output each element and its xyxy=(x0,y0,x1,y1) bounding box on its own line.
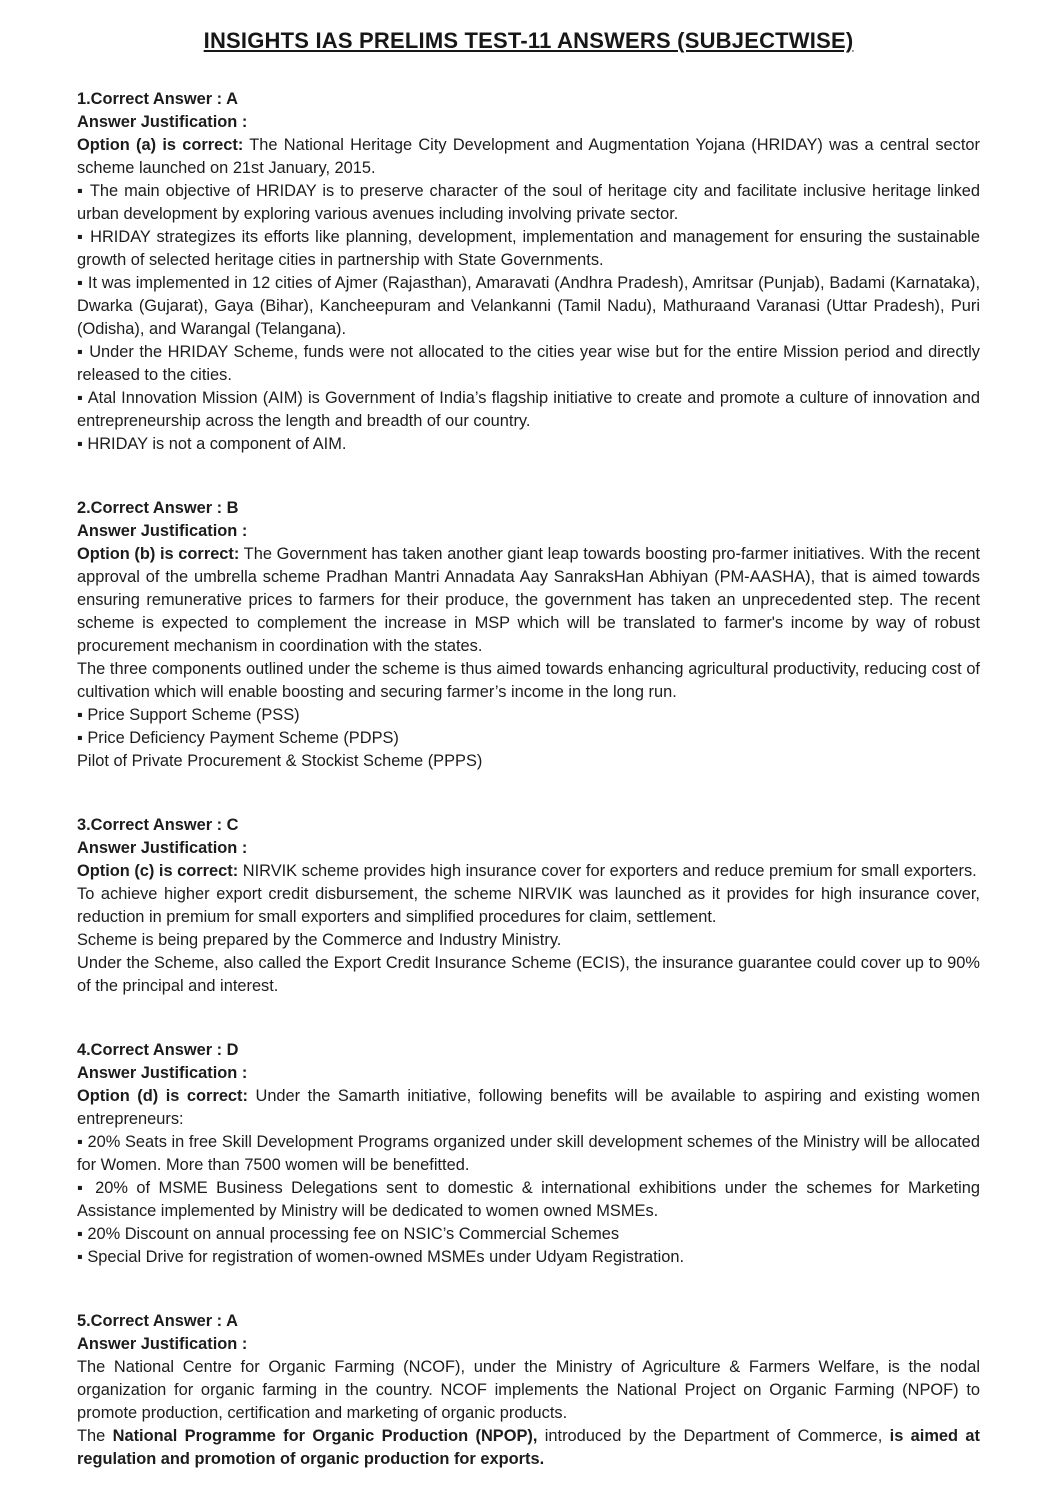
text-run: Option (d) is correct: xyxy=(77,1087,248,1105)
text-run: ▪ 20% Seats in free Skill Development Programs organized under skill development schemes of the Ministry will be allocated for Women. More than 7500 women will be benefitted. xyxy=(77,1133,980,1174)
answer-block xyxy=(77,1039,980,1269)
answer-block xyxy=(77,497,980,773)
text-run: ▪ Price Deficiency Payment Scheme (PDPS) xyxy=(77,729,399,747)
answer-justification-label: Answer Justification : xyxy=(77,1064,248,1082)
paragraph xyxy=(77,929,980,952)
paragraph xyxy=(77,134,980,180)
text-run: ▪ Special Drive for registration of women-owned MSMEs under Udyam Registration. xyxy=(77,1248,685,1266)
text-run: The National Heritage City Development and Augmentation Yojana (HRIDAY) was a central sector scheme launched on 21st January, 2015. xyxy=(77,136,980,177)
answer-heading: 5.Correct Answer : A xyxy=(77,1312,238,1330)
text-run: ▪ 20% Discount on annual processing fee on NSIC’s Commercial Schemes xyxy=(77,1225,620,1243)
text-run: ▪ The main objective of HRIDAY is to preserve character of the soul of heritage city and facilitate inclusive heritage linked urban development by exploring various avenues including involving private sector. xyxy=(77,182,980,223)
text-run: The three components outlined under the scheme is thus aimed towards enhancing agricultural productivity, reducing cost of cultivation which will enable boosting and securing farmer’s income in the long run. xyxy=(77,660,980,701)
text-run: ▪ Under the HRIDAY Scheme, funds were not allocated to the cities year wise but for the entire Mission period and directly released to the cities. xyxy=(77,343,980,384)
answer-heading: 3.Correct Answer : C xyxy=(77,816,239,834)
paragraph xyxy=(77,860,980,883)
text-run: is aimed at regulation and promotion of organic production for exports. xyxy=(77,1427,980,1468)
text-run: Option (b) is correct: xyxy=(77,545,240,563)
text-run: ▪ It was implemented in 12 cities of Ajmer (Rajasthan), Amaravati (Andhra Pradesh), Amritsar (Punjab), Badami (Karnataka), Dwarka (Gujarat), Gaya (Bihar), Kancheepuram and Velankanni (Tamil Nadu), Mathuraand Varanasi (Uttar Pradesh), Puri (Odisha), and Warangal (Telangana). xyxy=(77,274,980,338)
text-run: The Government has taken another giant leap towards boosting pro-farmer initiatives. With the recent approval of the umbrella scheme Pradhan Mantri Annadata Aay SanraksHan Abhiyan (PM-AASHA), that is aimed towards ensuring remunerative prices to farmers for their produce, the government has taken an unprecedented step. The recent scheme is expected to complement the increase in MSP which will be translated to farmer's income by way of robust procurement mechanism in coordination with the states. xyxy=(77,545,980,655)
paragraph xyxy=(77,750,980,773)
paragraph xyxy=(77,883,980,929)
text-run: introduced by the Department of Commerce, xyxy=(537,1427,890,1445)
paragraph xyxy=(77,1085,980,1131)
document-title: INSIGHTS IAS PRELIMS TEST-11 ANSWERS (SUBJECTWISE) xyxy=(203,28,854,53)
paragraph xyxy=(77,1131,980,1177)
text-run: ▪ HRIDAY is not a component of AIM. xyxy=(77,435,347,453)
text-run: ▪ Price Support Scheme (PSS) xyxy=(77,706,300,724)
text-run: NIRVIK scheme provides high insurance cover for exporters and reduce premium for small exporters. xyxy=(238,862,977,880)
paragraph xyxy=(77,704,980,727)
answer-block xyxy=(77,814,980,998)
text-run: National Programme for Organic Production (NPOP), xyxy=(112,1427,538,1445)
paragraph xyxy=(77,1223,980,1246)
paragraph xyxy=(77,658,980,704)
text-run: Under the Scheme, also called the Export Credit Insurance Scheme (ECIS), the insurance guarantee could cover up to 90% of the principal and interest. xyxy=(77,954,980,995)
answer-justification-label: Answer Justification : xyxy=(77,1335,248,1353)
answer-heading: 1.Correct Answer : A xyxy=(77,90,238,108)
paragraph xyxy=(77,387,980,433)
text-run: Option (a) is correct: xyxy=(77,136,244,154)
paragraph xyxy=(77,1177,980,1223)
text-run: Pilot of Private Procurement & Stockist Scheme (PPPS) xyxy=(77,752,483,770)
answer-block xyxy=(77,1310,980,1471)
answer-heading: 2.Correct Answer : B xyxy=(77,499,239,517)
answer-justification-label: Answer Justification : xyxy=(77,522,248,540)
paragraph xyxy=(77,1425,980,1471)
text-run: Option (c) is correct: xyxy=(77,862,239,880)
text-run: To achieve higher export credit disbursement, the scheme NIRVIK was launched as it provides for high insurance cover, reduction in premium for small exporters and simplified procedures for claim, settlement. xyxy=(77,885,980,926)
paragraph xyxy=(77,1356,980,1425)
answer-heading: 4.Correct Answer : D xyxy=(77,1041,239,1059)
text-run: ▪ Atal Innovation Mission (AIM) is Government of India’s flagship initiative to create and promote a culture of innovation and entrepreneurship across the length and breadth of our country. xyxy=(77,389,980,430)
text-run: Under the Samarth initiative, following benefits will be available to aspiring and existing women entrepreneurs: xyxy=(77,1087,980,1128)
paragraph xyxy=(77,727,980,750)
answer-block xyxy=(77,88,980,456)
text-run: The xyxy=(77,1427,113,1445)
text-run: ▪ 20% of MSME Business Delegations sent to domestic & international exhibitions under the schemes for Marketing Assistance implemented by Ministry will be dedicated to women owned MSMEs. xyxy=(77,1179,980,1220)
paragraph xyxy=(77,952,980,998)
paragraph xyxy=(77,180,980,226)
paragraph xyxy=(77,272,980,341)
text-run: The National Centre for Organic Farming (NCOF), under the Ministry of Agriculture & Farmers Welfare, is the nodal organization for organic farming in the country. NCOF implements the National Project on Organic Farming (NPOF) to promote production, certification and marketing of organic products. xyxy=(77,1358,980,1422)
paragraph xyxy=(77,1246,980,1269)
paragraph xyxy=(77,341,980,387)
answers-list xyxy=(77,88,980,1471)
answer-justification-label: Answer Justification : xyxy=(77,113,248,131)
paragraph xyxy=(77,433,980,456)
text-run: ▪ HRIDAY strategizes its efforts like planning, development, implementation and management for ensuring the sustainable growth of selected heritage cities in partnership with State Governments. xyxy=(77,228,980,269)
paragraph xyxy=(77,543,980,658)
paragraph xyxy=(77,226,980,272)
text-run: Scheme is being prepared by the Commerce and Industry Ministry. xyxy=(77,931,562,949)
answer-justification-label: Answer Justification : xyxy=(77,839,248,857)
